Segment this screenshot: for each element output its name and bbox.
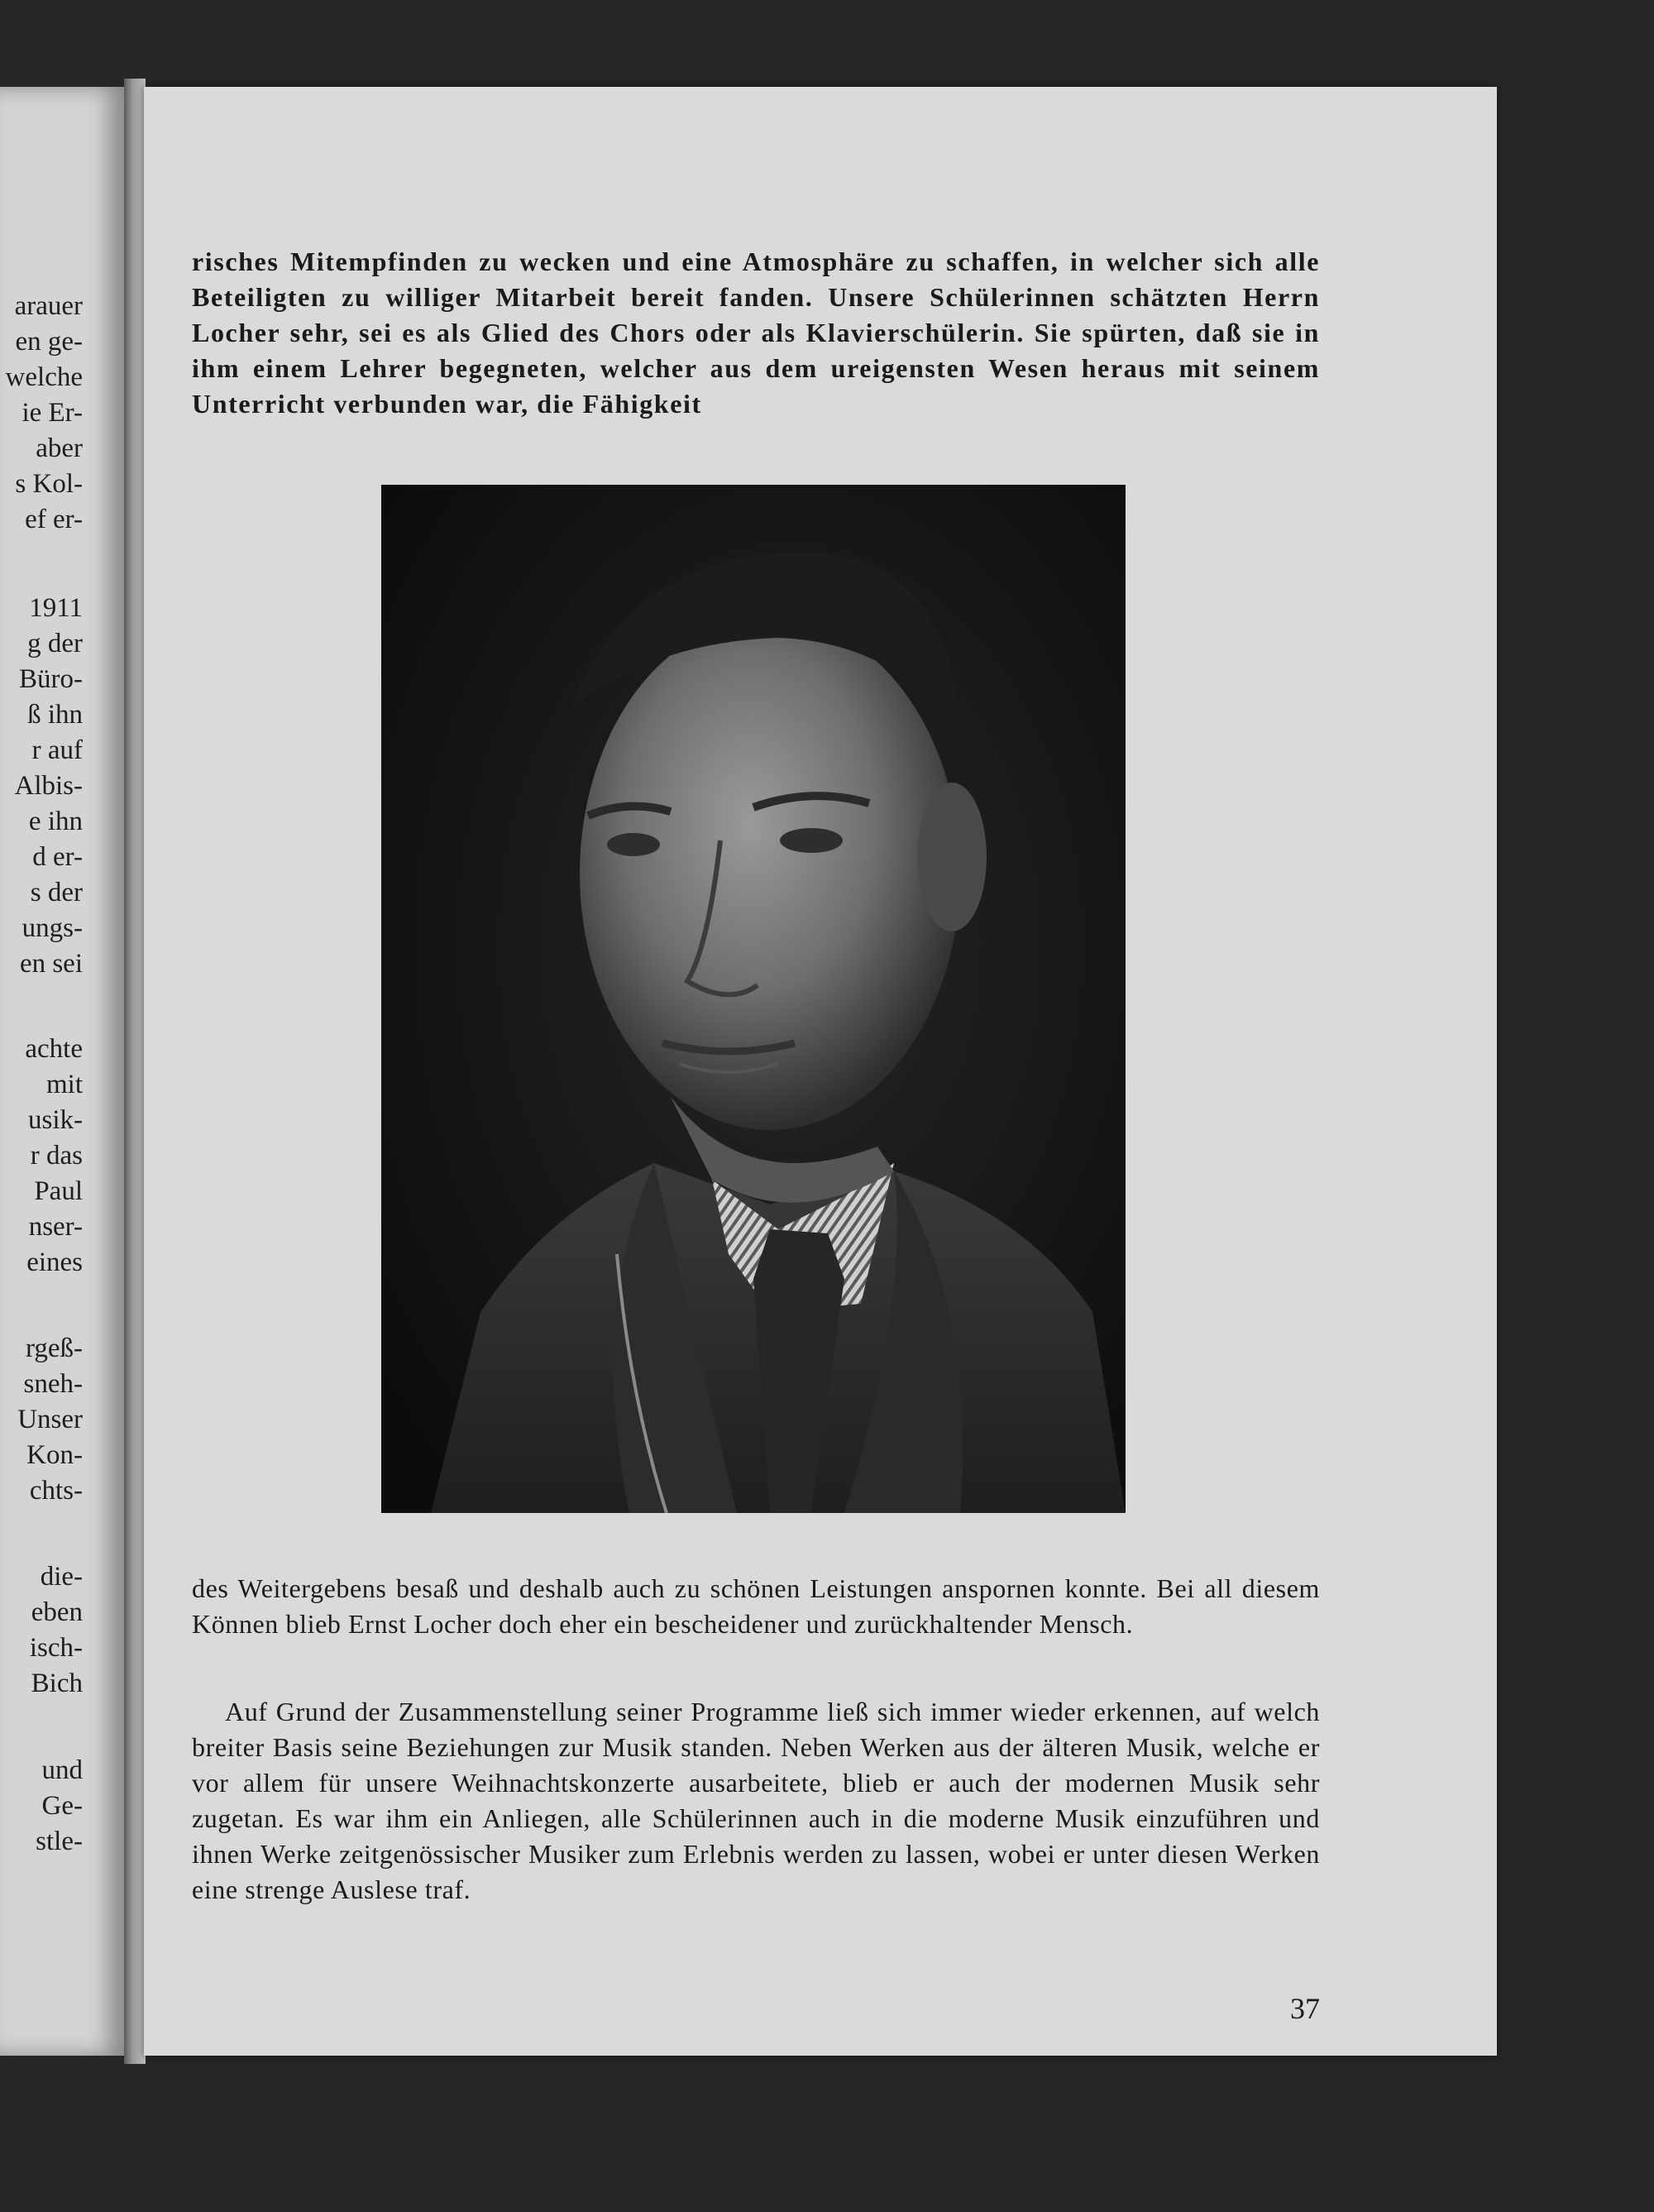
left-page-fragment: Paul: [34, 1176, 83, 1206]
paragraph-top: risches Mitempfinden zu wecken und eine Atmosphäre zu schaffen, in welcher sich alle Beteiligten zu williger Mitarbeit bereit fanden. Unsere Schülerinnen schätzten Herrn Locher sehr, sei es als Glied des Chors oder als Klavierschülerin. Sie spürten, daß sie in ihm einem Lehrer begegneten, welcher aus dem ureigensten Wesen heraus mit seinem Unterricht verbunden war, die Fähigkeit: [192, 247, 1320, 419]
left-page-fragment: ie Er-: [22, 398, 83, 428]
left-page-fragment: stle-: [36, 1827, 83, 1856]
left-page-fragment: isch-: [29, 1633, 83, 1663]
left-page-fragment: achte: [25, 1034, 83, 1064]
page-number: 37: [1290, 1992, 1320, 2025]
left-page-edge: [0, 87, 124, 2056]
book-gutter: [124, 79, 146, 2064]
left-page-fragment: d er-: [32, 842, 83, 872]
left-page-fragment: und: [41, 1755, 83, 1785]
left-page-fragment: eben: [31, 1597, 83, 1627]
left-page-fragment: Unser: [17, 1405, 83, 1434]
left-page-fragment: die-: [40, 1562, 83, 1592]
left-page-fragment: e ihn: [28, 807, 83, 836]
portrait-image: [381, 485, 1126, 1513]
left-page-fragment: usik-: [28, 1105, 83, 1135]
left-page-fragment: Büro-: [19, 664, 83, 694]
left-page-fragment: ungs-: [22, 913, 83, 943]
left-page-fragment: arauer: [14, 291, 83, 321]
paragraph-bottom: Auf Grund der Zusammenstellung seiner Programme ließ sich immer wieder erkennen, auf welch breiter Basis seine Beziehungen zur Musik standen. Neben Werken aus der älteren Musik, welche er vor allem für unsere Weihnachtskonzerte ausarbeitete, blieb er auch der modernen Musik sehr zugetan. Es war ihm ein Anliegen, alle Schülerinnen auch in die moderne Musik einzuführen und ihnen Werke zeitgenössischer Musiker zum Erlebnis werden zu lassen, wobei er unter diesen Werken eine strenge Auslese traf.: [192, 1697, 1320, 1904]
book-page: [144, 87, 1497, 2056]
left-page-fragment: Albis-: [14, 771, 83, 801]
left-page-fragment: mit: [45, 1070, 83, 1099]
left-page-fragment: rgeß-: [25, 1333, 83, 1363]
left-page-fragment: sneh-: [23, 1369, 83, 1399]
portrait-photo: [381, 485, 1126, 1513]
left-page-fragment: en sei: [19, 949, 83, 979]
left-page-fragment: ef er-: [25, 505, 83, 534]
left-page-fragment: aber: [36, 433, 83, 463]
left-page-fragment: s Kol-: [15, 469, 83, 499]
left-page-fragment: Kon-: [26, 1440, 83, 1470]
left-page-fragment: welche: [5, 362, 83, 392]
left-page-fragment: r das: [30, 1141, 83, 1171]
left-page-fragment: g der: [27, 629, 83, 658]
left-page-fragment: Bich: [31, 1669, 83, 1698]
left-page-fragment: en ge-: [15, 327, 83, 357]
left-page-fragment: eines: [26, 1247, 83, 1277]
left-page-fragment: nser-: [28, 1212, 83, 1242]
paragraph-middle: des Weitergebens besaß und deshalb auch zu schönen Leistungen anspornen konnte. Bei all diesem Können blieb Ernst Locher doch eher ein bescheidener und zurückhaltender Mensch.: [192, 1573, 1320, 1639]
left-page-fragment: 1911: [29, 593, 83, 623]
left-page-fragment: chts-: [29, 1476, 83, 1506]
left-page-fragment: Ge-: [41, 1791, 83, 1821]
left-page-fragment: s der: [30, 878, 83, 907]
left-page-fragment: r auf: [31, 735, 83, 765]
left-page-fragment: ß ihn: [27, 700, 83, 730]
